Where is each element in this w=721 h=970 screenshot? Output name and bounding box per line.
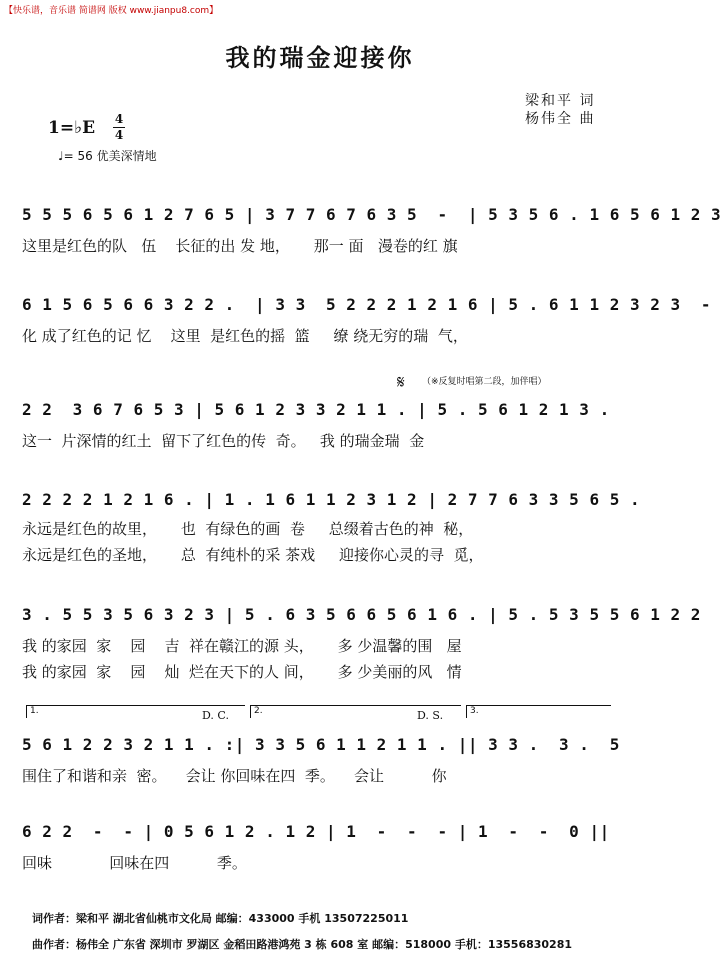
lyricist-credit: 梁和平 词 bbox=[525, 93, 596, 109]
time-signature-bottom: 4 bbox=[114, 128, 124, 142]
lyric-line: 化 成了红色的记 忆 这里 是红色的摇 篮 缭 绕无穷的瑞 气， bbox=[22, 327, 468, 345]
lyric-line: 这一 片深情的红土 留下了红色的传 奇。 我 的瑞金瑞 金 bbox=[22, 432, 425, 450]
lyric-line-verse-2: 我 的家园 家 园 灿 烂在天下的人 间， 多 少美丽的风 情 bbox=[22, 663, 462, 681]
da-capo-mark: D. C. bbox=[202, 709, 229, 722]
tempo-marking: ♩= 56 优美深情地 bbox=[58, 149, 157, 163]
lyric-line-verse-2: 永远是红色的圣地， 总 有纯朴的采 茶戏 迎接你心灵的寻 觅， bbox=[22, 546, 484, 564]
composer-credit: 杨伟全 曲 bbox=[525, 111, 596, 127]
segno-sign: 𝄋 bbox=[397, 372, 405, 393]
notation-line: 2 2 2 2 1 2 1 6 . | 1 . 1 6 1 1 2 3 1 2 | 2 7 7 6 3 3 5 6 5 . bbox=[22, 490, 641, 509]
dal-segno-mark: D. S. bbox=[417, 709, 444, 722]
notation-line: 2 2 3 6 7 6 5 3 | 5 6 1 2 3 3 2 1 1 . | 5 . 5 6 1 2 1 3 . bbox=[22, 400, 610, 419]
lyric-line: 围住了和谐和亲 密。 会让 你回味在四 季。 会让 你 bbox=[22, 767, 447, 785]
notation-line: 6 2 2 - - | 0 5 6 1 2 . 1 2 | 1 - - - | 1 - - 0 || bbox=[22, 822, 610, 841]
time-signature bbox=[113, 113, 125, 142]
lyric-line-verse-1: 永远是红色的故里， 也 有绿色的画 卷 总缀着古色的神 秘， bbox=[22, 520, 474, 538]
notation-line: 5 6 1 2 2 3 2 1 1 . :| 3 3 5 6 1 1 2 1 1 . || 3 3 . 3 . 5 bbox=[22, 735, 620, 754]
site-watermark: 【快乐谱，音乐谱 简谱网 版权 www.jianpu8.com】 bbox=[4, 6, 219, 16]
repeat-annotation: （※反复时唱第二段，加伴唱） bbox=[422, 377, 547, 387]
key-signature: 1=♭E bbox=[48, 118, 96, 138]
composer-contact: 曲作者：杨伟全 广东省 深圳市 罗湖区 金稻田路港鸿苑 3 栋 608 室 邮编：518000 手机：13556830281 bbox=[32, 938, 573, 951]
volta-2-label: 2. bbox=[254, 706, 263, 716]
time-signature-top: 4 bbox=[114, 112, 124, 126]
lyric-line: 回味 回味在四 季。 bbox=[22, 854, 247, 872]
volta-3 bbox=[466, 705, 611, 718]
lyric-line-verse-1: 我 的家园 家 园 吉 祥在赣江的源 头， 多 少温馨的围 屋 bbox=[22, 637, 462, 655]
notation-line: 5 5 5 6 5 6 1 2 7 6 5 | 3 7 7 6 7 6 3 5 - | 5 3 5 6 . 1 6 5 6 1 2 3 bbox=[22, 205, 721, 224]
notation-line: 3 . 5 5 3 5 6 3 2 3 | 5 . 6 3 5 6 6 5 6 1 6 . | 5 . 5 3 5 5 6 1 2 2 bbox=[22, 605, 701, 624]
song-title: 我的瑞金迎接你 bbox=[225, 43, 415, 72]
volta-1-label: 1. bbox=[30, 706, 39, 716]
volta-3-label: 3. bbox=[470, 706, 479, 716]
lyric-line: 这里是红色的队 伍 长征的出 发 地， 那一 面 漫卷的红 旗 bbox=[22, 237, 458, 255]
notation-line: 6 1 5 6 5 6 6 3 2 2 . | 3 3 5 2 2 2 1 2 1 6 | 5 . 6 1 1 2 3 2 3 - bbox=[22, 295, 712, 314]
lyricist-contact: 词作者：梁和平 湖北省仙桃市文化局 邮编：433000 手机 13507225011 bbox=[32, 912, 409, 925]
